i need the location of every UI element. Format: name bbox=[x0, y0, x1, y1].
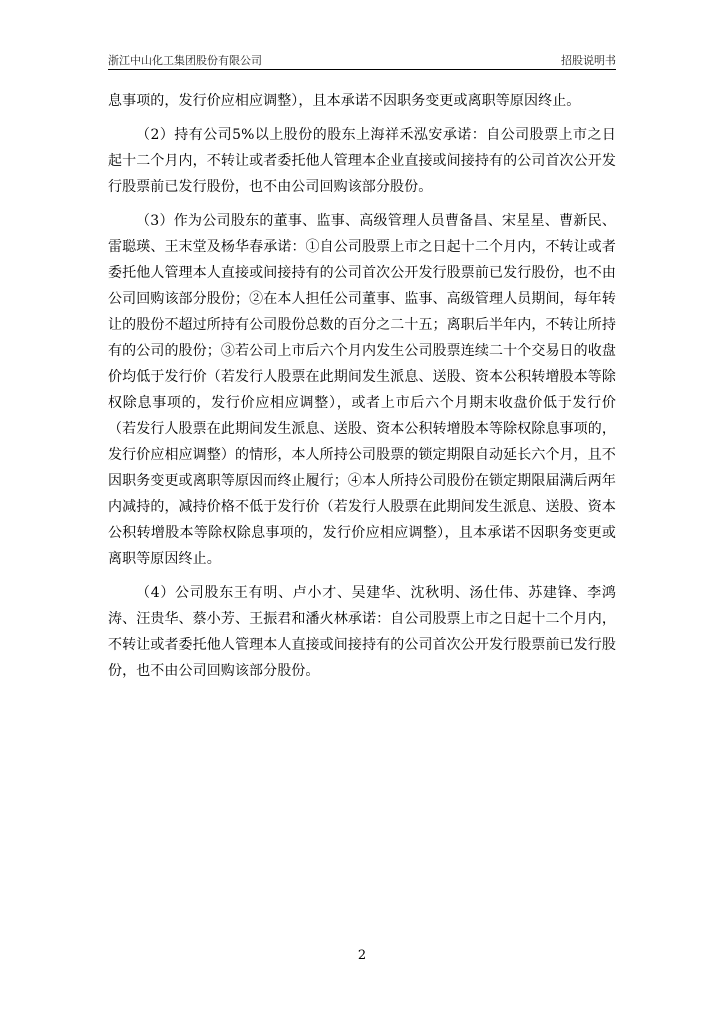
header-company-name: 浙江中山化工集团股份有限公司 bbox=[108, 54, 262, 67]
paragraph-item-3: （3）作为公司股东的董事、监事、高级管理人员曹备昌、宋星星、曹新民、雷聪瑛、王末堂及杨华春承诺：①自公司股票上市之日起十二个月内，不转让或者委托他人管理本人直接或间接持有的公司首次公开发行股票前已发行股份，也不由公司回购该部分股份；②在本人担任公司董事、监事、高级管理人员期间，每年转让的股份不超过所持有公司股份总数的百分之二十五；离职后半年内，不转让所持有的公司的股份；③若公司上市后六个月内发生公司股票连续二十个交易日的收盘价均低于发行价（若发行人股票在此期间发生派息、送股、资本公积转增股本等除权除息事项的，发行价应相应调整），或者上市后六个月期末收盘价低于发行价（若发行人股票在此期间发生派息、送股、资本公积转增股本等除权除息事项的，发行价应相应调整）的情形，本人所持公司股票的锁定期限自动延长六个月，且不因职务变更或离职等原因而终止履行；④本人所持公司股份在锁定期限届满后两年内减持的，减持价格不低于发行价（若发行人股票在此期间发生派息、送股、资本公积转增股本等除权除息事项的，发行价应相应调整），且本承诺不因职务变更或离职等原因终止。 bbox=[108, 213, 616, 567]
header-document-type: 招股说明书 bbox=[561, 54, 616, 67]
page-header bbox=[108, 52, 616, 68]
header-divider bbox=[108, 69, 616, 70]
document-body bbox=[108, 88, 616, 692]
page-number: 2 bbox=[357, 948, 367, 963]
paragraph-item-2: （2）持有公司5%以上股份的股东上海祥禾泓安承诺：自公司股票上市之日起十二个月内，不转让或者委托他人管理本企业直接或间接持有的公司首次公开发行股票前已发行股份，也不由公司回购该部分股份。 bbox=[108, 127, 616, 195]
paragraph-item-4: （4）公司股东王有明、卢小才、吴建华、沈秋明、汤仕伟、苏建锋、李鸿涛、汪贵华、蔡小芳、王振君和潘火林承诺：自公司股票上市之日起十二个月内，不转让或者委托他人管理本人直接或间接持有的公司首次公开发行股票前已发行股份，也不由公司回购该部分股份。 bbox=[108, 585, 616, 679]
paragraph-continuation: 息事项的，发行价应相应调整），且本承诺不因职务变更或离职等原因终止。 bbox=[108, 93, 581, 109]
